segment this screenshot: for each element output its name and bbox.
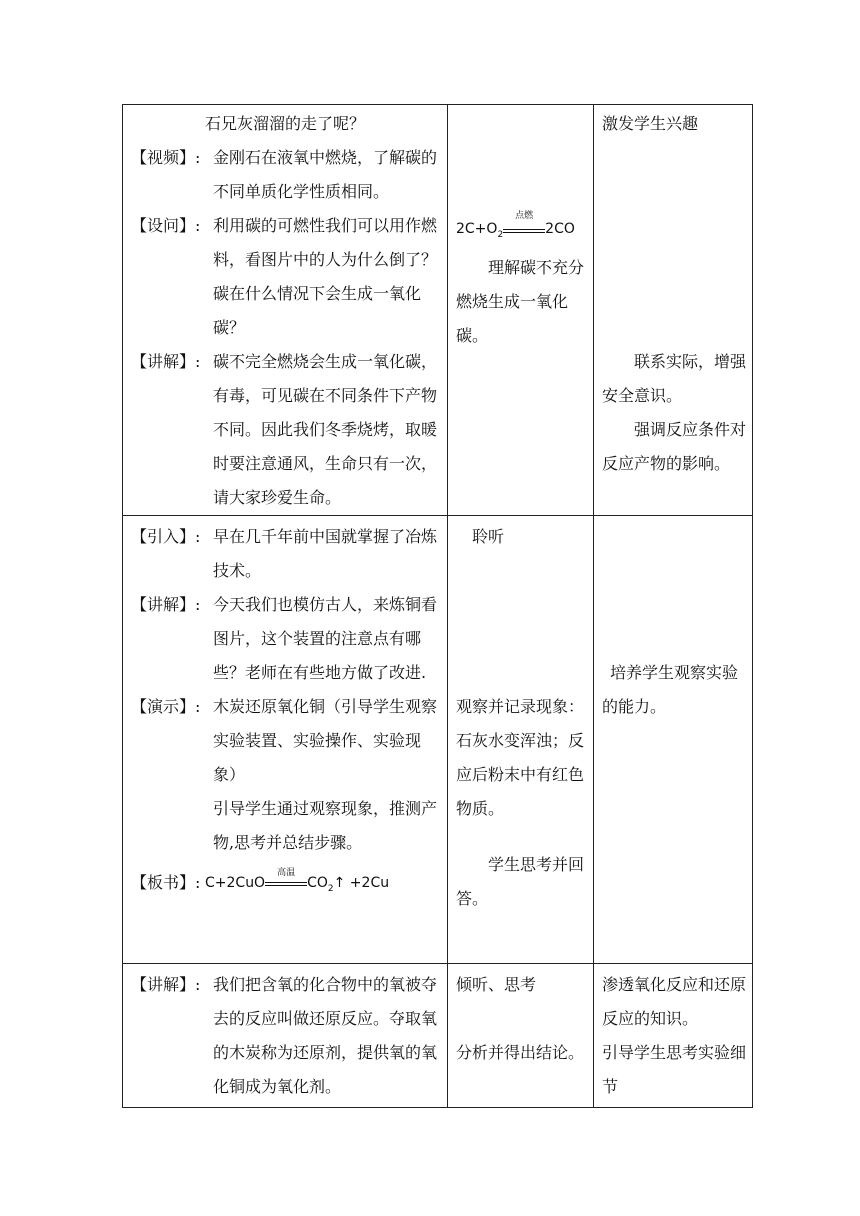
- intent-text-2: 引导学生思考实验细节: [602, 1043, 747, 1096]
- student-text-1: 聆听: [472, 527, 505, 546]
- table-row: [123, 516, 753, 964]
- guide-block: [131, 792, 447, 860]
- intent-text-2: 联系实际，增强安全意识。: [602, 352, 747, 405]
- design-intent-cell: [594, 105, 753, 516]
- question-text: 利用碳的可燃性我们可以用作燃料，看图片中的人为什么倒了？碳在什么情况下会生成一氧化碳？: [213, 216, 438, 337]
- combustion-equation: [456, 211, 575, 240]
- explain-text: 今天我们也模仿古人，来炼铜看图片，这个装置的注意点有哪些？老师在有些地方做了改进.: [213, 595, 438, 682]
- eq-products: +2Cu: [345, 875, 390, 891]
- reaction-arrow: [265, 866, 307, 900]
- explain-block: [131, 968, 447, 1104]
- design-intent-cell: [594, 516, 753, 964]
- student-text-2: 分析并得出结论。: [456, 1043, 585, 1062]
- design-intent-cell: [594, 964, 753, 1108]
- eq-products: 2CO: [545, 221, 575, 237]
- double-line: [265, 882, 307, 886]
- student-text-1: 倾听、思考: [456, 975, 537, 994]
- eq-condition: 高温: [277, 868, 296, 878]
- student-activity-cell: [448, 516, 594, 964]
- explain-tag: 【讲解】:: [131, 352, 201, 371]
- understanding-text: 理解碳不充分燃烧生成一氧化碳。: [456, 258, 585, 345]
- eq-reactants: 2C+O: [456, 221, 498, 237]
- question-tag: 【设问】:: [131, 216, 201, 235]
- teacher-activity-cell: [123, 105, 448, 516]
- explain-text: 碳不完全燃烧会生成一氧化碳，有毒，可见碳在不同条件下产物不同。因此我们冬季烧烤，取暖时要注意通风，生命只有一次，请大家珍爱生命。: [213, 352, 438, 507]
- student-activity-cell: [448, 964, 594, 1108]
- eq-subscript: 2: [497, 229, 504, 240]
- explain-tag: 【讲解】:: [131, 595, 201, 614]
- explain-block: [131, 588, 447, 690]
- intent-text-1: 培养学生观察实验的能力。: [602, 663, 739, 716]
- explain-text: 我们把含氧的化合物中的氧被夺去的反应叫做还原反应。夺取氧的木炭称为还原剂，提供氧的氧化铜成为氧化剂。: [213, 975, 438, 1096]
- eq-reactants: C+2CuO: [205, 875, 266, 891]
- table-row: [123, 964, 753, 1108]
- continuation-text: 石兄灰溜溜的走了呢？: [205, 114, 366, 133]
- intro-tag: 【引入】:: [131, 527, 201, 546]
- guide-text: 引导学生通过观察现象，推测产物,思考并总结步骤。: [213, 799, 438, 852]
- eq-condition: 点燃: [515, 211, 534, 221]
- teacher-activity-cell: [123, 964, 448, 1108]
- explain-tag: 【讲解】:: [131, 975, 201, 994]
- double-line: [503, 229, 545, 233]
- eq-co2: CO: [307, 875, 328, 891]
- student-text-2: 观察并记录现象：石灰水变浑浊；反应后粉末中有红色物质。: [456, 697, 585, 818]
- board-block: [131, 866, 447, 900]
- reaction-arrow: [503, 211, 545, 239]
- demo-tag: 【演示】:: [131, 697, 201, 716]
- explain-block: [131, 345, 447, 515]
- video-block: [131, 141, 447, 209]
- intent-text-1: 渗透氧化反应和还原反应的知识。: [602, 975, 747, 1028]
- video-tag: 【视频】:: [131, 148, 201, 167]
- question-block: [131, 209, 447, 345]
- intent-text-1: 激发学生兴趣: [602, 114, 699, 133]
- reduction-equation: [205, 866, 389, 900]
- video-text: 金刚石在液氧中燃烧，了解碳的不同单质化学性质相同。: [213, 148, 438, 201]
- table-row: [123, 105, 753, 516]
- eq-subscript: 2: [327, 883, 334, 894]
- student-activity-cell: [448, 105, 594, 516]
- student-text-3: 学生思考并回答。: [456, 855, 585, 908]
- teacher-activity-cell: [123, 516, 448, 964]
- board-tag: 【板书】:: [131, 873, 201, 892]
- demo-block: [131, 690, 447, 792]
- demo-text: 木炭还原氧化铜（引导学生观察实验装置、实验操作、实验现象）: [213, 697, 438, 784]
- intro-block: [131, 520, 447, 588]
- lesson-plan-table: [122, 104, 753, 1108]
- intro-text: 早在几千年前中国就掌握了冶炼技术。: [213, 527, 438, 580]
- gas-up-arrow: ↑: [333, 875, 346, 891]
- intent-text-3: 强调反应条件对反应产物的影响。: [602, 420, 747, 473]
